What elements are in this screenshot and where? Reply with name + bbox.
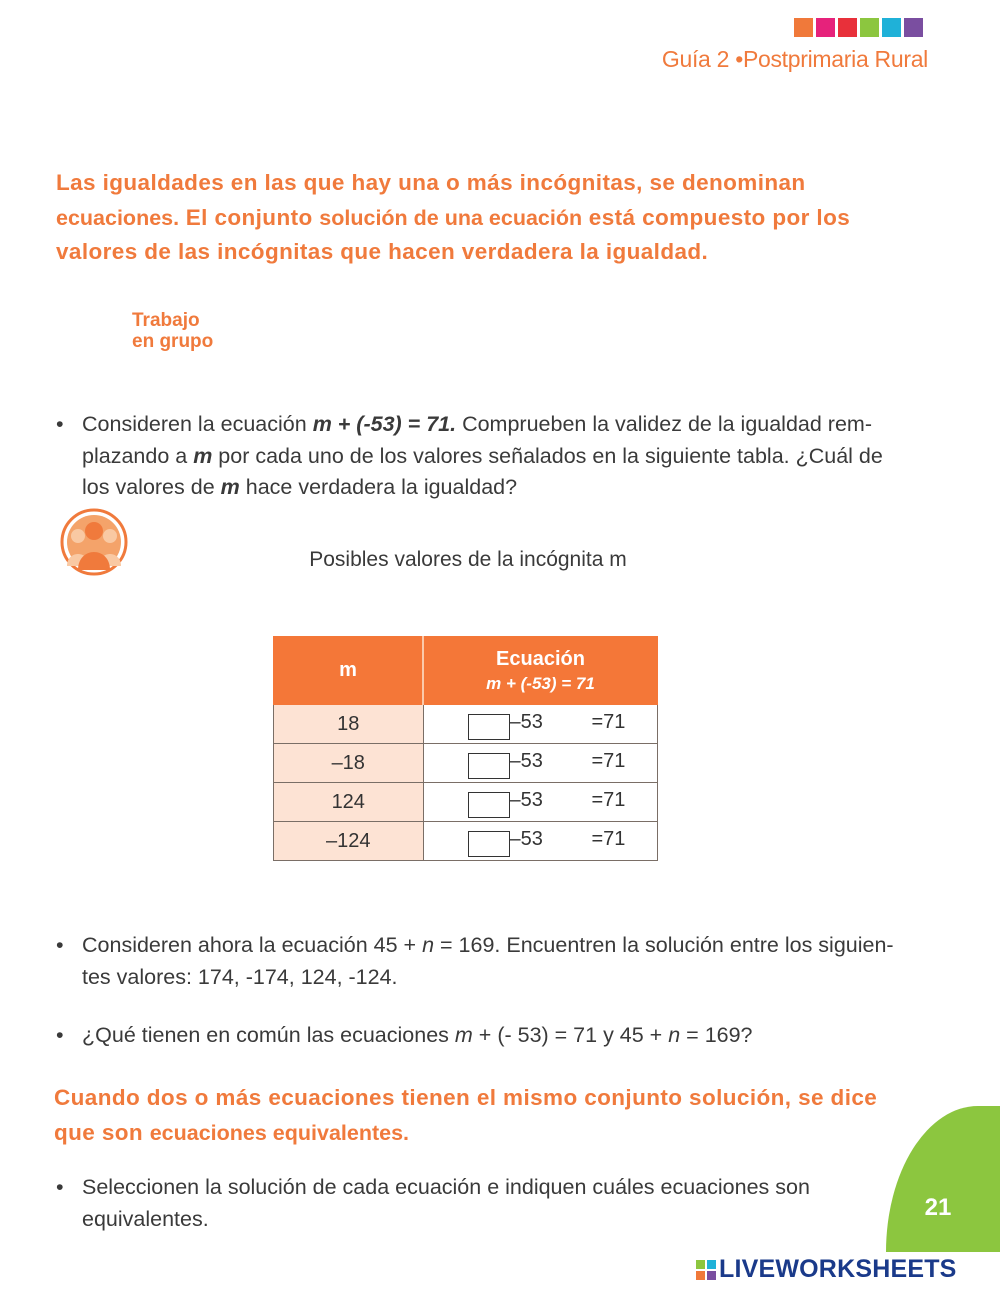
- table-caption: Posibles valores de la incógnita m: [309, 548, 627, 571]
- intro-text: está compuesto por los valores de las incógnitas que hacen verdadera la igualdad.: [56, 204, 851, 264]
- intro-term-ecuaciones: ecuaciones.: [56, 205, 180, 230]
- equation-cell: [423, 705, 658, 744]
- m-value-cell: –18: [274, 744, 424, 783]
- values-table: [273, 636, 658, 861]
- bullet-common-question: [56, 1020, 896, 1052]
- bullet-dot: •: [56, 933, 64, 957]
- equation-cell: [423, 783, 658, 822]
- liveworksheets-mark-icon: [696, 1260, 716, 1280]
- bullet-dot: •: [56, 412, 64, 436]
- color-swatch: [860, 18, 879, 37]
- answer-box[interactable]: [468, 792, 510, 818]
- group-work-label: [132, 310, 213, 352]
- mark-square: [707, 1260, 716, 1269]
- text-run: = 169. Encuentren la solución entre los siguien-tes valores: 174, -174, 124, -124.: [82, 933, 894, 989]
- mark-square: [696, 1271, 705, 1280]
- text-run: = 169?: [680, 1023, 753, 1047]
- variable-n: n: [668, 1023, 681, 1047]
- header-equation: [423, 637, 658, 705]
- equation-m: m + (-53) = 71.: [312, 412, 457, 436]
- minus-53: –53: [509, 828, 543, 850]
- text-run: Consideren ahora la ecuación 45 +: [82, 933, 423, 957]
- table-row: [274, 783, 658, 822]
- equation-cell: [423, 744, 658, 783]
- variable-m: m: [454, 1023, 473, 1047]
- page-number: 21: [924, 1194, 952, 1221]
- equivalent-equations-definition: [54, 1080, 884, 1151]
- table-row: [274, 705, 658, 744]
- text-run: Consideren la ecuación: [82, 412, 313, 436]
- text-run: por cada uno de los valores señalados en la siguiente tabla. ¿Cuál de los valores de: [82, 443, 883, 499]
- equation-cell: [423, 822, 658, 861]
- header-equation-formula: m + (-53) = 71: [486, 673, 595, 693]
- variable-m: m: [193, 443, 213, 468]
- intro-definition: [56, 166, 916, 270]
- color-swatch: [794, 18, 813, 37]
- highlight-term: ecuaciones equivalentes.: [149, 1121, 410, 1145]
- header-color-strip: [794, 18, 923, 37]
- bullet-consider-equation: [56, 409, 896, 504]
- group-work-line1: Trabajo: [132, 310, 200, 331]
- minus-53: –53: [509, 711, 543, 733]
- minus-53: –53: [509, 789, 543, 811]
- bullet-dot: •: [56, 1175, 64, 1199]
- color-swatch: [882, 18, 901, 37]
- minus-53: –53: [509, 750, 543, 772]
- mark-square: [707, 1271, 716, 1280]
- intro-term-solucion: solución de una ecuación: [319, 205, 583, 230]
- liveworksheets-logo: [696, 1255, 957, 1284]
- color-swatch: [904, 18, 923, 37]
- equals-71: =71: [591, 828, 626, 850]
- equals-71: =71: [591, 711, 626, 733]
- bullet-dot: •: [56, 1023, 64, 1047]
- highlight-text: Cuando dos o más ecuaciones tienen el mismo conjunto solución, se dice que son: [54, 1085, 878, 1145]
- equals-71: =71: [591, 789, 626, 811]
- bullet-second-equation: [56, 930, 896, 993]
- color-swatch: [838, 18, 857, 37]
- text-run: + (- 53) = 71 y 45 +: [472, 1023, 669, 1047]
- header-m: m: [274, 637, 424, 705]
- page-number-tab: [886, 1106, 1000, 1252]
- variable-n: n: [422, 933, 435, 957]
- intro-text: El conjunto: [179, 204, 320, 230]
- text-run: ¿Qué tienen en común las ecuaciones: [82, 1023, 455, 1047]
- table-row: [274, 744, 658, 783]
- text-run: Comprueben la validez de la igualdad rem-plazando a: [82, 412, 872, 468]
- answer-box[interactable]: [468, 714, 510, 740]
- m-value-cell: –124: [274, 822, 424, 861]
- bullet-text: [82, 1020, 896, 1052]
- bullet-select-solution: [56, 1172, 856, 1235]
- group-work-line2: en grupo: [132, 331, 214, 352]
- bullet-text: Seleccionen la solución de cada ecuación e indiquen cuáles ecuaciones son equivalentes.: [82, 1175, 810, 1231]
- variable-m: m: [220, 475, 240, 499]
- intro-text: Las igualdades en las que hay una o más incógnitas, se denominan: [56, 170, 806, 195]
- m-value-cell: 18: [274, 705, 424, 744]
- liveworksheets-brand: LIVEWORKSHEETS: [719, 1255, 957, 1283]
- answer-box[interactable]: [468, 753, 510, 779]
- mark-square: [696, 1260, 705, 1269]
- guide-title: Guía 2 •Postprimaria Rural: [661, 46, 928, 72]
- bullet-text: [82, 409, 896, 504]
- table-header-row: [274, 637, 658, 705]
- answer-box[interactable]: [468, 831, 510, 857]
- m-value-cell: 124: [274, 783, 424, 822]
- table-row: [274, 822, 658, 861]
- text-run: hace verdadera la igualdad?: [239, 475, 518, 499]
- equals-71: =71: [591, 750, 626, 772]
- color-swatch: [816, 18, 835, 37]
- header-equation-title: Ecuación: [496, 647, 585, 670]
- bullet-text: [82, 930, 896, 993]
